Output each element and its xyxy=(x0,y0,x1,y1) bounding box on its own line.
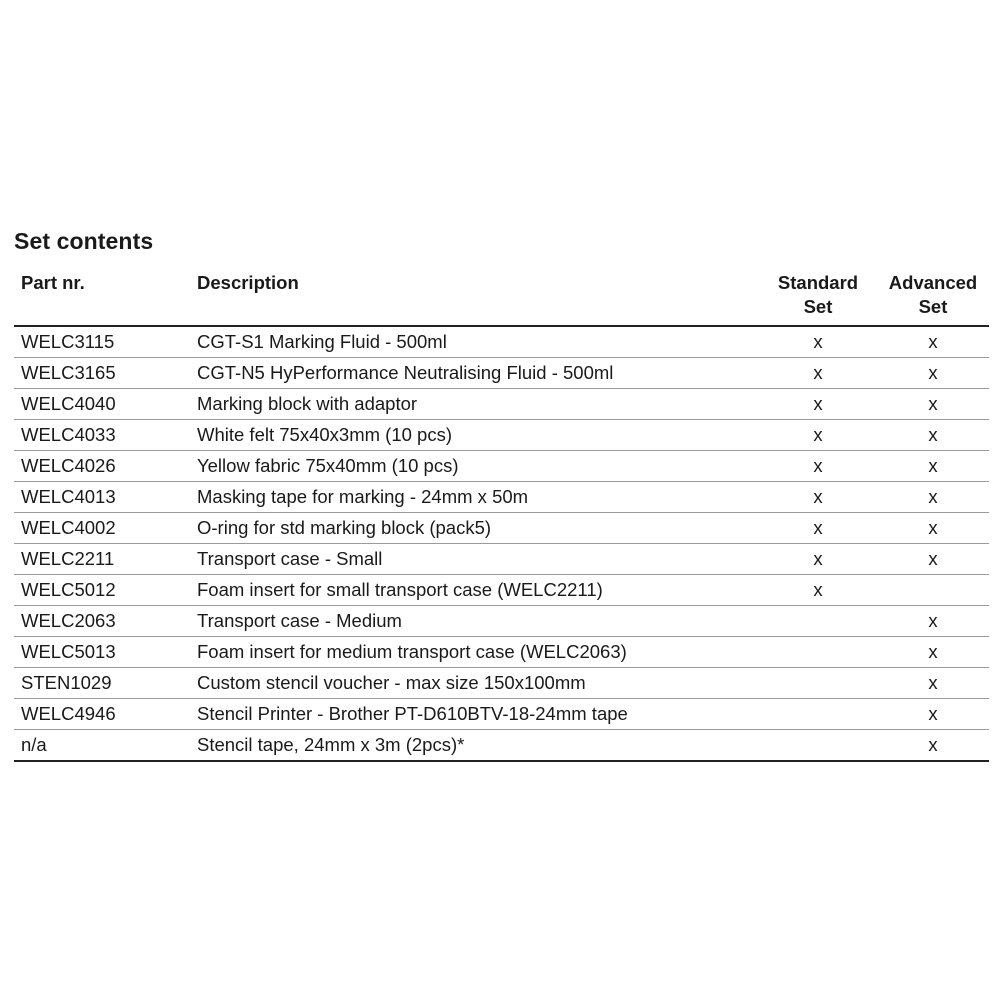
cell-standard-set: x xyxy=(759,575,877,606)
cell-part-nr: WELC3115 xyxy=(14,326,197,358)
cell-standard-set: x xyxy=(759,544,877,575)
header-standard-line1: Standard xyxy=(777,272,859,293)
section-title: Set contents xyxy=(14,228,154,254)
cell-standard-set: x xyxy=(759,482,877,513)
table-row xyxy=(14,606,989,637)
cell-description: CGT-N5 HyPerformance Neutralising Fluid - 500ml xyxy=(197,358,759,389)
table-body xyxy=(14,326,989,761)
cell-advanced-set: x xyxy=(877,668,989,699)
set-contents-table xyxy=(14,262,989,762)
cell-part-nr: WELC4946 xyxy=(14,699,197,730)
cell-description: Masking tape for marking - 24mm x 50m xyxy=(197,482,759,513)
header-description: Description xyxy=(197,262,759,326)
cell-advanced-set: x xyxy=(877,699,989,730)
cell-standard-set: x xyxy=(759,326,877,358)
cell-advanced-set: x xyxy=(877,451,989,482)
table-header-row xyxy=(14,262,989,326)
cell-description: Marking block with adaptor xyxy=(197,389,759,420)
cell-description: Transport case - Small xyxy=(197,544,759,575)
cell-advanced-set xyxy=(877,575,989,606)
table-row xyxy=(14,699,989,730)
cell-advanced-set: x xyxy=(877,389,989,420)
cell-description: Stencil Printer - Brother PT-D610BTV-18-24mm tape xyxy=(197,699,759,730)
cell-part-nr: STEN1029 xyxy=(14,668,197,699)
cell-description: Foam insert for small transport case (WELC2211) xyxy=(197,575,759,606)
table-row xyxy=(14,482,989,513)
set-contents-section xyxy=(14,224,982,762)
cell-standard-set: x xyxy=(759,358,877,389)
cell-part-nr: WELC2063 xyxy=(14,606,197,637)
cell-advanced-set: x xyxy=(877,513,989,544)
table-row xyxy=(14,451,989,482)
cell-standard-set: x xyxy=(759,451,877,482)
cell-part-nr: WELC4040 xyxy=(14,389,197,420)
cell-advanced-set: x xyxy=(877,326,989,358)
cell-standard-set: x xyxy=(759,420,877,451)
header-advanced-line2: Set xyxy=(918,296,948,317)
table-row xyxy=(14,544,989,575)
cell-part-nr: WELC2211 xyxy=(14,544,197,575)
cell-standard-set xyxy=(759,699,877,730)
header-standard-line2: Set xyxy=(803,296,833,317)
header-advanced-set xyxy=(877,262,989,326)
cell-description: Custom stencil voucher - max size 150x100mm xyxy=(197,668,759,699)
table-row xyxy=(14,637,989,668)
cell-description: Stencil tape, 24mm x 3m (2pcs)* xyxy=(197,730,759,762)
cell-advanced-set: x xyxy=(877,637,989,668)
cell-standard-set: x xyxy=(759,513,877,544)
header-standard-set xyxy=(759,262,877,326)
cell-part-nr: WELC5013 xyxy=(14,637,197,668)
cell-part-nr: WELC4026 xyxy=(14,451,197,482)
table-row xyxy=(14,575,989,606)
cell-advanced-set: x xyxy=(877,358,989,389)
cell-standard-set xyxy=(759,606,877,637)
cell-advanced-set: x xyxy=(877,420,989,451)
cell-description: White felt 75x40x3mm (10 pcs) xyxy=(197,420,759,451)
header-advanced-line1: Advanced xyxy=(888,272,978,293)
cell-description: Foam insert for medium transport case (WELC2063) xyxy=(197,637,759,668)
cell-advanced-set: x xyxy=(877,730,989,762)
table-row xyxy=(14,668,989,699)
table-row xyxy=(14,326,989,358)
cell-part-nr: WELC4033 xyxy=(14,420,197,451)
header-part-nr: Part nr. xyxy=(14,262,197,326)
cell-description: O-ring for std marking block (pack5) xyxy=(197,513,759,544)
cell-advanced-set: x xyxy=(877,606,989,637)
cell-part-nr: WELC5012 xyxy=(14,575,197,606)
table-row xyxy=(14,420,989,451)
cell-part-nr: WELC4013 xyxy=(14,482,197,513)
cell-standard-set: x xyxy=(759,389,877,420)
cell-standard-set xyxy=(759,668,877,699)
cell-advanced-set: x xyxy=(877,544,989,575)
cell-description: Yellow fabric 75x40mm (10 pcs) xyxy=(197,451,759,482)
cell-description: Transport case - Medium xyxy=(197,606,759,637)
cell-standard-set xyxy=(759,730,877,762)
table-row xyxy=(14,358,989,389)
table-row xyxy=(14,513,989,544)
cell-description: CGT-S1 Marking Fluid - 500ml xyxy=(197,326,759,358)
cell-advanced-set: x xyxy=(877,482,989,513)
cell-part-nr: WELC3165 xyxy=(14,358,197,389)
table-row xyxy=(14,389,989,420)
cell-standard-set xyxy=(759,637,877,668)
cell-part-nr: WELC4002 xyxy=(14,513,197,544)
table-row xyxy=(14,730,989,762)
cell-part-nr: n/a xyxy=(14,730,197,762)
